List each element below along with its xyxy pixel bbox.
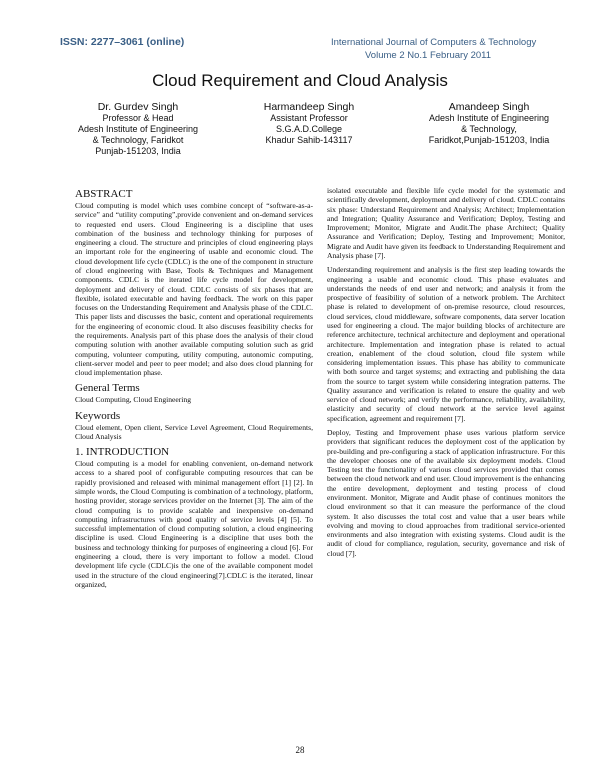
author-affiliation-line: & Technology, Faridkot [92, 135, 184, 145]
abstract-text: Cloud computing is model which uses combine concept of “software-as-a-service” and “utility computing”,provide convenient and on-demand services to requested end users. Cloud Engineering is a discipline that uses combination of the business and technology thinking for purposes of engineering a cloud. The structure and principles of cloud engineering plays an important role for the engineering of usable and economic cloud. The cloud development life cycle (CDLC) is the one of the component in structure of cloud engineering with Base, Tools & Techniques and Management components. CDLC is the iterated life cycle model for development, deployment and delivery of cloud. CDLC consists of six phases that are flexible, isolated executable and having feedback. The work on this paper focuses on the Understanding Requirement and Analysis phase of the CDLC. This paper lists and discusses the basic, content and operational requirements for the engineering of economic cloud. It also discuses feasibility checks for the requirements. Analysis part of this phase does the analysis of their cloud computing solution with another available computing solution such as grid computing, volunteer computing, utility computing, autonomic computing, client-server model and peer to peer model; and also does cloud planning for cloud implementation phase. [75, 201, 313, 378]
body-paragraph: isolated executable and flexible life cycle model for the systematic and scientifically development, deployment and delivery of cloud. CDLC contains six phase: Understand Requirement and Analysis; Architect; Implementation and Integration; Quality Assurance and Verification; Deploy, Testing and Improvement; Monitor, Migrate and Audit.The phase Architect; Quality Assurance and Verification; Deploy, Testing and Improvement; Monitor, Migrate and Audit have given its feedback to Understanding Requirement and Analysis phase [7]. [327, 186, 565, 260]
journal-info [331, 36, 561, 62]
keywords-heading: Keywords [75, 409, 121, 422]
body-paragraph: Understanding requirement and analysis is the first step leading towards the engineering a usable and economic cloud. This phase evaluates and understands the needs of end user and network; and analysis it from the prospective of feasibility of solution of a network problem. The Architect phase is related to development of on-premise resource, cloud resources, cloud services, cloud middleware, software components, data server location used for engineering a cloud. The major building blocks of architecture are reference architecture, technical architecture and deployment and operational architecture. Implementation and integration phase is related to actual creation, enablement of the cloud solution, cloud file system while considering implementation issues. This phase has ability to communicate with both source and target systems; and extracting and publishing the data from the source to target system while considering integration patterns. The Quality assurance and verification is related to ensure the quality and web service of cloud network; and verify the performance, reliability, availability, elasticity and security of cloud network at the service level against specification, agreement and requirement [7]. [327, 265, 565, 423]
author-name: Dr. Gurdev Singh [97, 101, 179, 113]
issn-label: ISSN: 2277–3061 (online) [60, 36, 185, 48]
author-block [414, 101, 564, 146]
abstract-heading: ABSTRACT [75, 188, 133, 200]
keywords-text: Cloud element, Open client, Service Level Agreement, Cloud Requirements, Cloud Analysis [75, 422, 313, 441]
journal-volume: Volume 2 No.1 February 2011 [365, 50, 492, 61]
author-affiliation-line: & Technology, [461, 124, 517, 134]
right-column [327, 186, 565, 563]
author-name: Harmandeep Singh [263, 101, 355, 113]
paper-title: Cloud Requirement and Cloud Analysis [152, 71, 448, 90]
author-affiliation-line: Professor & Head [102, 113, 174, 123]
author-affiliation-line: Adesh Institute of Engineering [428, 113, 550, 123]
general-terms-text: Cloud Computing, Cloud Engineering [75, 395, 192, 405]
body-paragraph: Deploy, Testing and Improvement phase uses various platform service providers that significant reduces the deployment cost of the application by pre-building and pre-configuring a stack of application infrastructure. For this the developer chooses one of the available six deployment models. Cloud Testing test the functionality of various cloud services provided that comes between the cloud network and end user. Cloud improvement is the enhancing the entire development, deployment and testing process of cloud environment. Monitor, Migrate and Audit phase of continues monitors the cloud environment so that it can measure the performance of the cloud system. It also discusses the total cost and value that a user bears while evolving and moving to cloud approaches from traditional service-oriented environments and also integration with existing systems. Cloud audit is the audit of cloud for compliance, regulation, security, governance and risk of cloud [7]. [327, 428, 565, 558]
author-affiliation-line: Punjab-151203, India [95, 146, 181, 156]
journal-name: International Journal of Computers & Technology [331, 37, 537, 48]
author-block [68, 101, 208, 157]
author-affiliation-line: Assistant Professor [270, 113, 348, 123]
introduction-text: Cloud computing is a model for enabling convenient, on-demand network access to a shared pool of configurable computing resources that can be rapidly provisioned and released with minimal management effort [1] [2]. In simple words, the Cloud Computing is combination of a technology, platform, hosting provider, storage services provider on the Internet [3]. The aim of the cloud computing is to provide scalable and inexpensive on-demand computing infrastructures with good quality of service levels [4] [5]. To successful implementation of cloud computing solution, a cloud engineering discipline is used. Cloud Engineering is a discipline that uses both the business and technology thinking for purposes of engineering a cloud [6]. For engineering a cloud, there is very important to follow a model. Cloud development life cycle (CDLC)is the one of the available component model used in the structure of the cloud engineering[7].CDLC is the iterated, linear organized, [75, 459, 313, 589]
left-column [75, 186, 313, 594]
author-affiliation-line: Faridkot,Punjab-151203, India [428, 135, 550, 145]
general-terms-heading: General Terms [75, 382, 140, 395]
author-name: Amandeep Singh [448, 101, 530, 113]
page-number: 28 [295, 745, 305, 755]
author-affiliation-line: Khadur Sahib-143117 [265, 135, 353, 145]
introduction-heading: 1. INTRODUCTION [75, 446, 170, 459]
author-block [244, 101, 374, 146]
author-affiliation-line: Adesh Institute of Engineering [77, 124, 199, 134]
author-affiliation-line: S.G.A.D.College [275, 124, 343, 134]
